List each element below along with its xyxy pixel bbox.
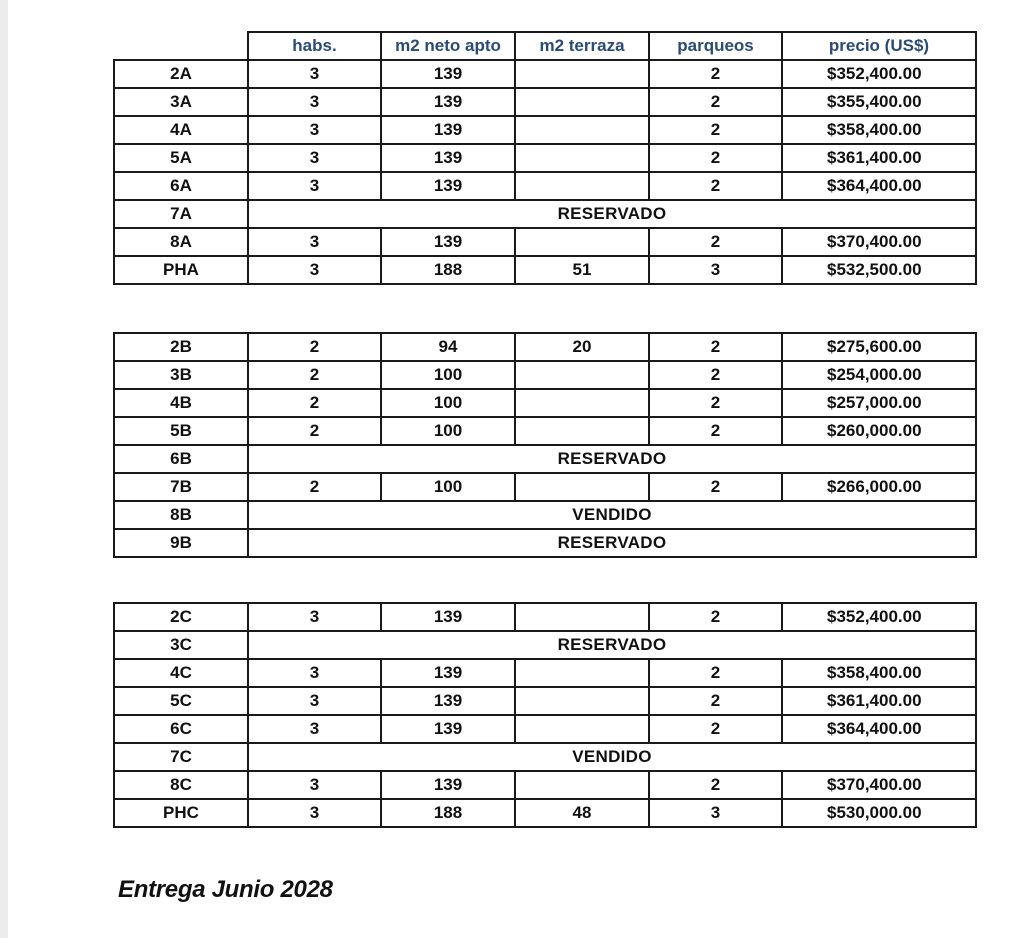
unit-cell: 8B xyxy=(114,501,248,529)
unit-cell: PHC xyxy=(114,799,248,827)
table-row xyxy=(114,417,976,445)
table-row xyxy=(114,659,976,687)
m2-neto-cell: 139 xyxy=(381,228,515,256)
parqueos-cell: 2 xyxy=(649,116,782,144)
status-cell: RESERVADO xyxy=(248,445,976,473)
parqueos-cell: 2 xyxy=(649,88,782,116)
m2-terraza-cell xyxy=(515,687,649,715)
unit-cell: 8A xyxy=(114,228,248,256)
table-row xyxy=(114,389,976,417)
table-row xyxy=(114,60,976,88)
unit-cell: 4A xyxy=(114,116,248,144)
m2-neto-cell: 139 xyxy=(381,116,515,144)
habs-cell: 3 xyxy=(248,88,381,116)
table-row xyxy=(114,631,976,659)
m2-terraza-cell xyxy=(515,603,649,631)
m2-terraza-cell xyxy=(515,144,649,172)
m2-terraza-cell xyxy=(515,473,649,501)
status-cell: RESERVADO xyxy=(248,529,976,557)
table-row xyxy=(114,172,976,200)
parqueos-cell: 2 xyxy=(649,361,782,389)
unit-cell: 7C xyxy=(114,743,248,771)
parqueos-cell: 2 xyxy=(649,473,782,501)
table-row xyxy=(114,200,976,228)
status-cell: VENDIDO xyxy=(248,743,976,771)
table-row xyxy=(114,603,976,631)
parqueos-cell: 2 xyxy=(649,228,782,256)
table-row xyxy=(114,88,976,116)
m2-terraza-cell xyxy=(515,172,649,200)
unit-cell: 2C xyxy=(114,603,248,631)
parqueos-cell: 2 xyxy=(649,771,782,799)
table-row xyxy=(114,256,976,284)
precio-cell: $370,400.00 xyxy=(782,228,976,256)
m2-terraza-cell xyxy=(515,715,649,743)
habs-cell: 3 xyxy=(248,228,381,256)
table-row xyxy=(114,501,976,529)
table-row xyxy=(114,529,976,557)
unit-cell: 4B xyxy=(114,389,248,417)
unit-cell: 3C xyxy=(114,631,248,659)
unit-cell: 6B xyxy=(114,445,248,473)
habs-cell: 3 xyxy=(248,659,381,687)
m2-neto-cell: 100 xyxy=(381,389,515,417)
m2-terraza-cell xyxy=(515,60,649,88)
parqueos-cell: 2 xyxy=(649,687,782,715)
precio-cell: $532,500.00 xyxy=(782,256,976,284)
habs-cell: 3 xyxy=(248,172,381,200)
precio-cell: $257,000.00 xyxy=(782,389,976,417)
unit-cell: 3A xyxy=(114,88,248,116)
unit-cell: 6A xyxy=(114,172,248,200)
m2-neto-cell: 188 xyxy=(381,799,515,827)
precio-cell: $370,400.00 xyxy=(782,771,976,799)
m2-neto-cell: 139 xyxy=(381,603,515,631)
parqueos-cell: 2 xyxy=(649,715,782,743)
m2-neto-cell: 100 xyxy=(381,417,515,445)
table-row xyxy=(114,687,976,715)
precio-cell: $364,400.00 xyxy=(782,172,976,200)
parqueos-cell: 2 xyxy=(649,60,782,88)
habs-cell: 3 xyxy=(248,603,381,631)
table-row xyxy=(114,228,976,256)
table-row xyxy=(114,361,976,389)
units-table-tower-a xyxy=(113,31,977,285)
unit-cell: 4C xyxy=(114,659,248,687)
table-row xyxy=(114,473,976,501)
parqueos-cell: 2 xyxy=(649,172,782,200)
habs-cell: 2 xyxy=(248,473,381,501)
precio-cell: $352,400.00 xyxy=(782,60,976,88)
unit-cell: 7A xyxy=(114,200,248,228)
table-row xyxy=(114,715,976,743)
m2-neto-cell: 94 xyxy=(381,333,515,361)
m2-terraza-cell xyxy=(515,417,649,445)
m2-neto-cell: 139 xyxy=(381,771,515,799)
table-row xyxy=(114,799,976,827)
unit-cell: 5C xyxy=(114,687,248,715)
precio-cell: $358,400.00 xyxy=(782,659,976,687)
page-edge-shadow xyxy=(0,0,8,938)
m2-neto-cell: 139 xyxy=(381,60,515,88)
m2-terraza-cell xyxy=(515,389,649,417)
habs-cell: 2 xyxy=(248,333,381,361)
header-blank-cell xyxy=(114,32,248,60)
m2-terraza-cell xyxy=(515,361,649,389)
parqueos-cell: 2 xyxy=(649,659,782,687)
unit-cell: 7B xyxy=(114,473,248,501)
habs-cell: 2 xyxy=(248,417,381,445)
m2-terraza-cell xyxy=(515,771,649,799)
parqueos-cell: 2 xyxy=(649,144,782,172)
precio-cell: $352,400.00 xyxy=(782,603,976,631)
m2-terraza-cell xyxy=(515,659,649,687)
units-table-tower-c xyxy=(113,602,977,828)
m2-terraza-cell: 48 xyxy=(515,799,649,827)
table-row xyxy=(114,771,976,799)
status-cell: VENDIDO xyxy=(248,501,976,529)
habs-cell: 3 xyxy=(248,771,381,799)
parqueos-cell: 3 xyxy=(649,799,782,827)
status-cell: RESERVADO xyxy=(248,200,976,228)
habs-cell: 2 xyxy=(248,361,381,389)
habs-cell: 3 xyxy=(248,60,381,88)
precio-cell: $275,600.00 xyxy=(782,333,976,361)
parqueos-cell: 2 xyxy=(649,603,782,631)
m2-neto-cell: 188 xyxy=(381,256,515,284)
precio-cell: $355,400.00 xyxy=(782,88,976,116)
habs-cell: 3 xyxy=(248,144,381,172)
unit-cell: 5B xyxy=(114,417,248,445)
delivery-date-note: Entrega Junio 2028 xyxy=(118,876,333,903)
m2-neto-cell: 139 xyxy=(381,88,515,116)
precio-cell: $364,400.00 xyxy=(782,715,976,743)
precio-cell: $266,000.00 xyxy=(782,473,976,501)
units-table-tower-b xyxy=(113,332,977,558)
table-row xyxy=(114,333,976,361)
table-row xyxy=(114,116,976,144)
header-row xyxy=(114,32,976,60)
unit-cell: PHA xyxy=(114,256,248,284)
unit-cell: 2B xyxy=(114,333,248,361)
m2-neto-cell: 139 xyxy=(381,659,515,687)
header-m2-terraza: m2 terraza xyxy=(515,32,649,60)
table-row xyxy=(114,144,976,172)
header-precio: precio (US$) xyxy=(782,32,976,60)
header-parqueos: parqueos xyxy=(649,32,782,60)
status-cell: RESERVADO xyxy=(248,631,976,659)
m2-neto-cell: 139 xyxy=(381,144,515,172)
unit-cell: 2A xyxy=(114,60,248,88)
m2-neto-cell: 139 xyxy=(381,687,515,715)
unit-cell: 6C xyxy=(114,715,248,743)
unit-cell: 5A xyxy=(114,144,248,172)
habs-cell: 3 xyxy=(248,687,381,715)
habs-cell: 2 xyxy=(248,389,381,417)
m2-terraza-cell: 51 xyxy=(515,256,649,284)
habs-cell: 3 xyxy=(248,116,381,144)
unit-cell: 9B xyxy=(114,529,248,557)
precio-cell: $361,400.00 xyxy=(782,144,976,172)
precio-cell: $254,000.00 xyxy=(782,361,976,389)
unit-cell: 3B xyxy=(114,361,248,389)
m2-neto-cell: 100 xyxy=(381,361,515,389)
habs-cell: 3 xyxy=(248,256,381,284)
header-habs: habs. xyxy=(248,32,381,60)
parqueos-cell: 2 xyxy=(649,389,782,417)
habs-cell: 3 xyxy=(248,715,381,743)
m2-terraza-cell xyxy=(515,88,649,116)
precio-cell: $361,400.00 xyxy=(782,687,976,715)
m2-neto-cell: 100 xyxy=(381,473,515,501)
precio-cell: $530,000.00 xyxy=(782,799,976,827)
m2-neto-cell: 139 xyxy=(381,172,515,200)
habs-cell: 3 xyxy=(248,799,381,827)
header-m2-neto: m2 neto apto xyxy=(381,32,515,60)
m2-terraza-cell xyxy=(515,116,649,144)
unit-cell: 8C xyxy=(114,771,248,799)
m2-terraza-cell: 20 xyxy=(515,333,649,361)
precio-cell: $260,000.00 xyxy=(782,417,976,445)
table-row xyxy=(114,743,976,771)
m2-neto-cell: 139 xyxy=(381,715,515,743)
m2-terraza-cell xyxy=(515,228,649,256)
parqueos-cell: 3 xyxy=(649,256,782,284)
parqueos-cell: 2 xyxy=(649,333,782,361)
table-row xyxy=(114,445,976,473)
precio-cell: $358,400.00 xyxy=(782,116,976,144)
parqueos-cell: 2 xyxy=(649,417,782,445)
